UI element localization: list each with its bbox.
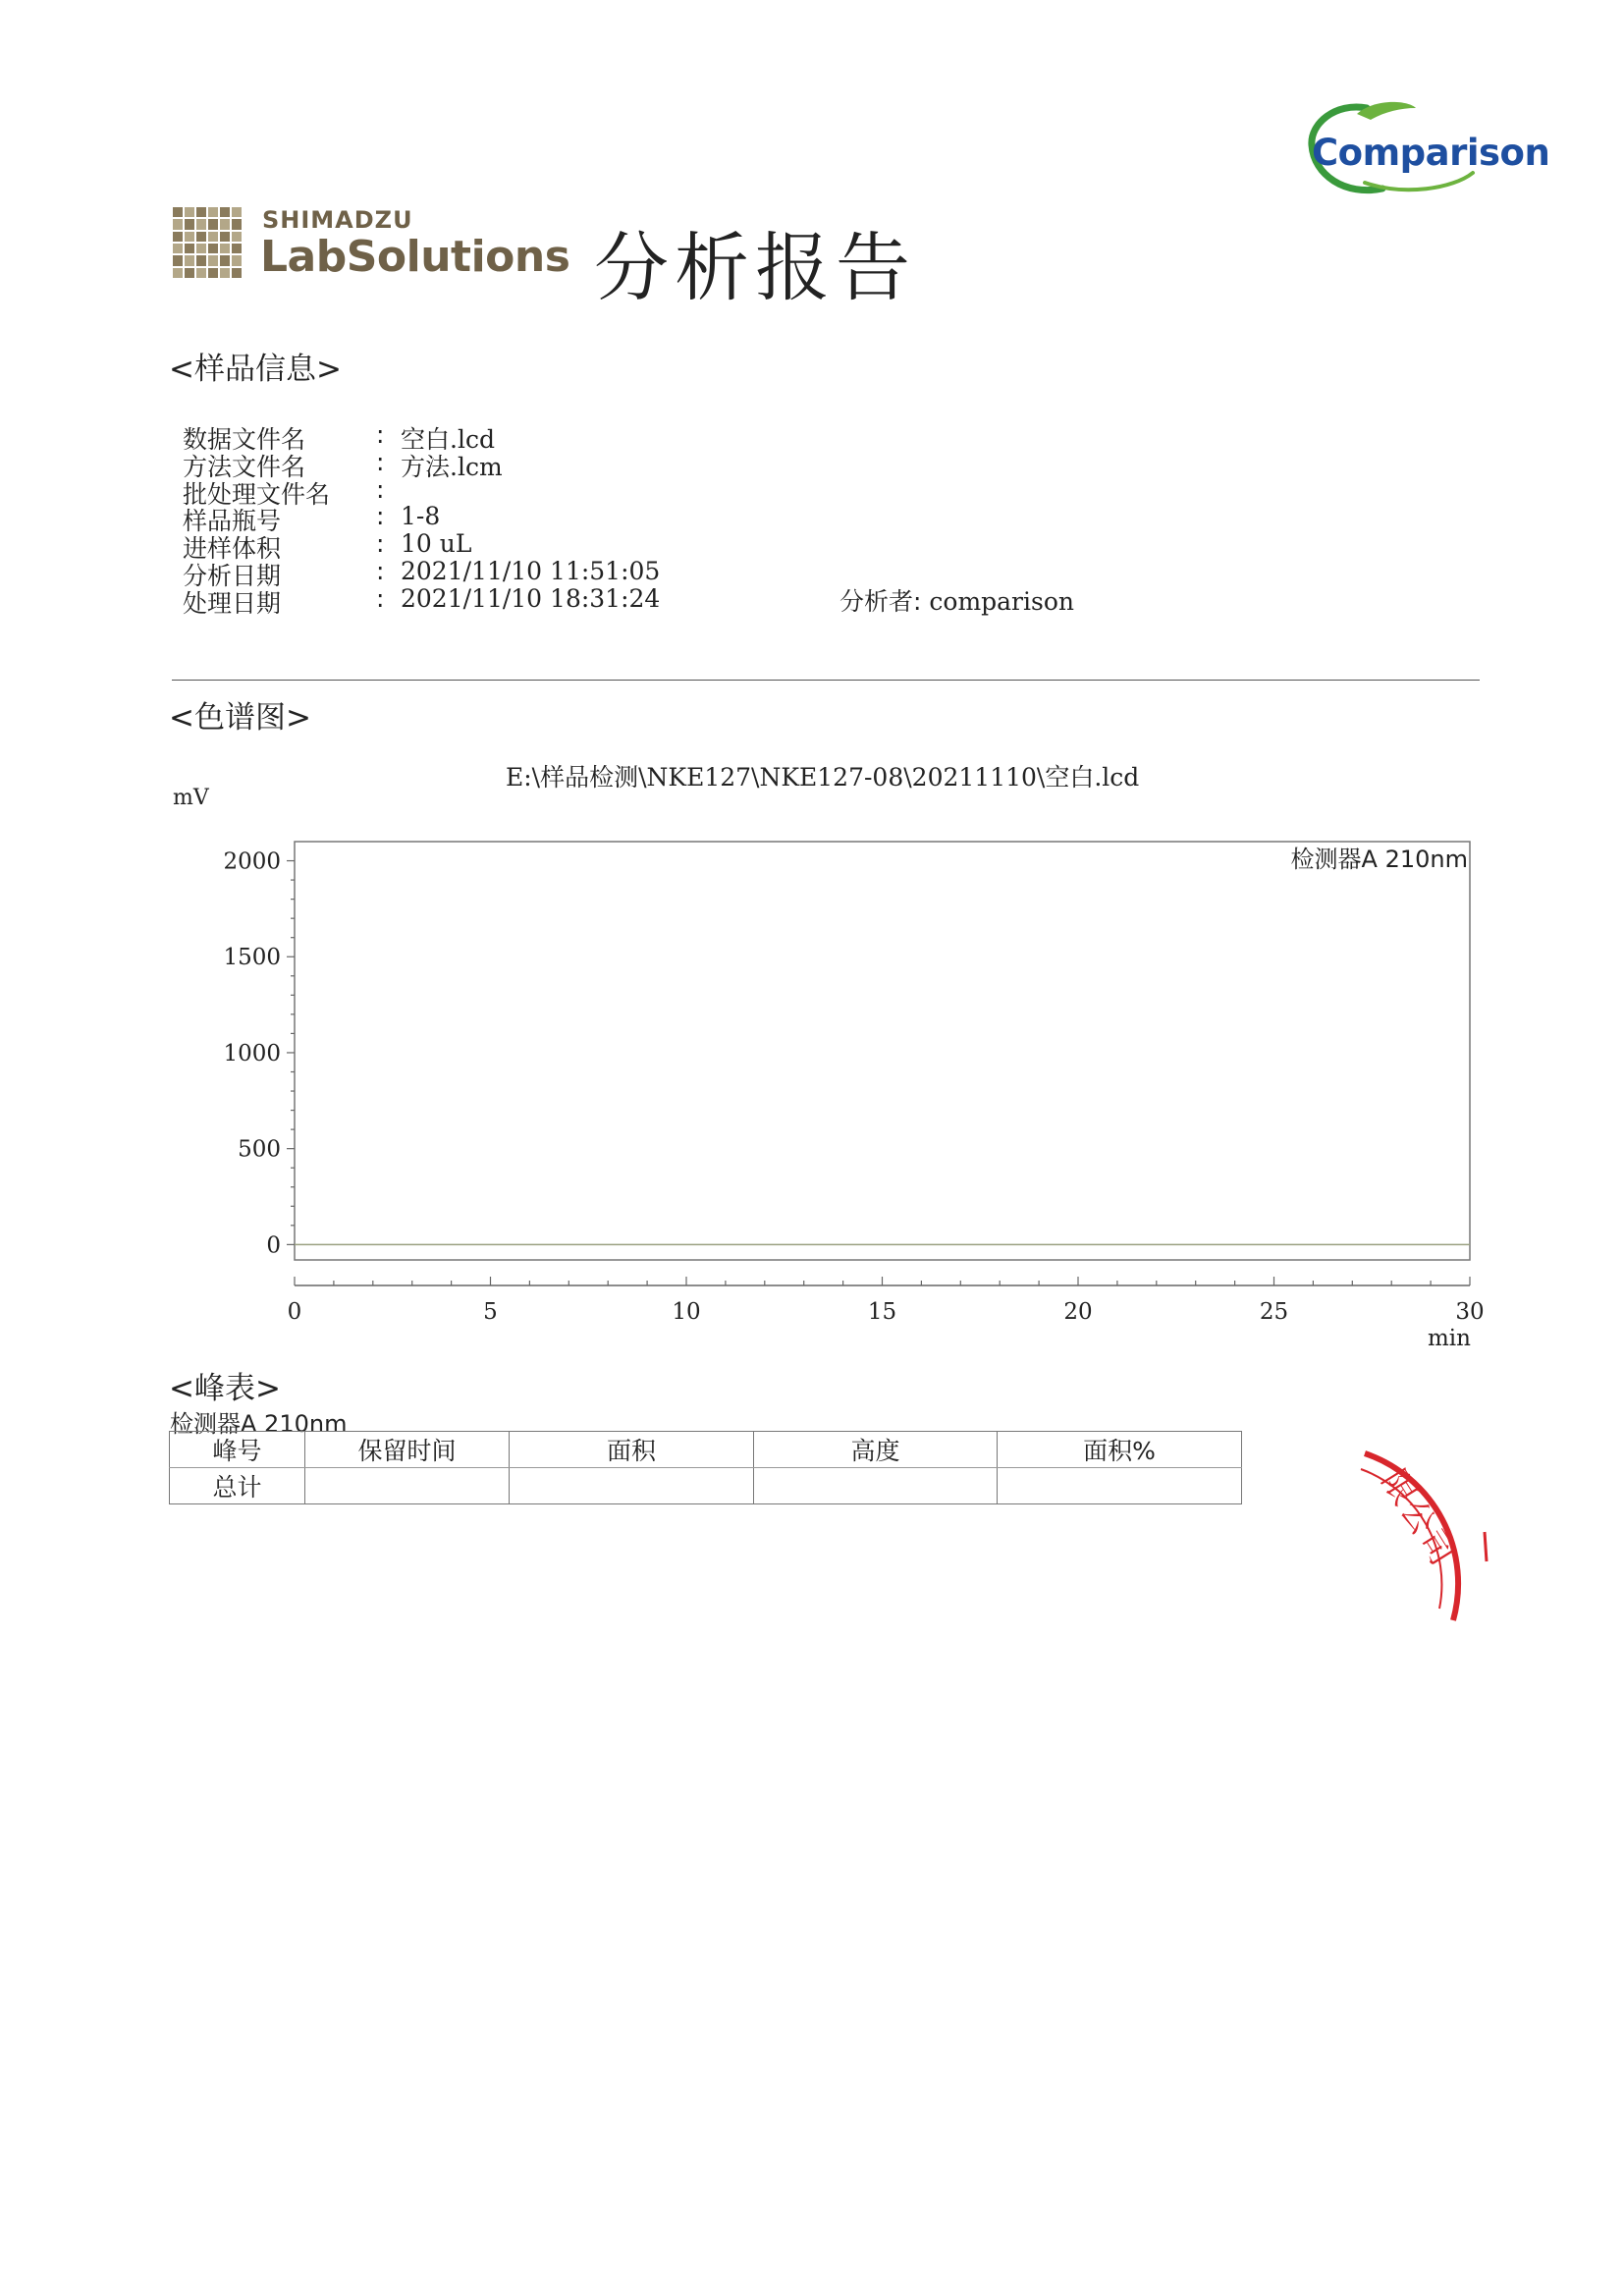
- info-label: 分析日期: [183, 562, 282, 590]
- info-label: 批处理文件名: [183, 479, 331, 509]
- analyst-label: 分析者:: [839, 587, 922, 616]
- chart-file-path: E:\样品检测\NKE127\NKE127-08\20211110\空白.lcd: [506, 763, 1140, 792]
- info-colon: :: [376, 557, 385, 585]
- legend-label: 检测器A 210nm: [1290, 846, 1468, 873]
- table-cell: [305, 1468, 510, 1504]
- chromatogram-heading: <色谱图>: [169, 700, 311, 736]
- y-tick-label: 2000: [223, 848, 281, 875]
- table-cell: [998, 1468, 1242, 1504]
- info-colon: :: [376, 447, 385, 476]
- info-value: 方法.lcm: [401, 452, 503, 481]
- info-colon: :: [376, 583, 385, 613]
- table-cell: [754, 1468, 998, 1504]
- y-tick-label: 0: [266, 1232, 281, 1259]
- info-colon: :: [376, 529, 385, 559]
- table-cell: [510, 1468, 754, 1504]
- x-tick-label: 10: [672, 1299, 701, 1325]
- info-value: 1-8: [401, 502, 441, 531]
- peak-table-heading: <峰表>: [169, 1371, 281, 1406]
- info-value: 10 uL: [401, 529, 472, 559]
- column-header: 峰号: [170, 1432, 305, 1468]
- peak-table-header: [170, 1432, 1242, 1468]
- x-tick-label: 15: [867, 1299, 897, 1325]
- plot-frame: [295, 842, 1470, 1260]
- y-axis-unit: mV: [173, 786, 209, 810]
- info-label: 进样体积: [183, 534, 282, 564]
- info-value: 2021/11/10 18:31:24: [401, 583, 661, 613]
- x-tick-label: 5: [483, 1299, 498, 1325]
- report-title: 分析报告: [594, 224, 916, 311]
- analyst-value: comparison: [929, 587, 1074, 616]
- peak-table: [169, 1431, 1242, 1504]
- info-colon: :: [376, 474, 385, 504]
- x-tick-label: 20: [1063, 1299, 1093, 1325]
- logo-text: Comparison: [1312, 132, 1550, 174]
- company-seal-stamp: [1355, 1434, 1512, 1640]
- column-header: 保留时间: [305, 1432, 510, 1468]
- info-value: 2021/11/10 11:51:05: [401, 557, 661, 585]
- info-label: 方法文件名: [183, 452, 306, 481]
- sample-info-heading: <样品信息>: [169, 352, 342, 387]
- y-tick-label: 500: [238, 1136, 281, 1163]
- x-axis-unit: min: [1428, 1326, 1471, 1351]
- brand-labsolutions: LabSolutions: [260, 232, 570, 282]
- info-colon: :: [376, 502, 385, 531]
- x-tick-label: 0: [287, 1299, 302, 1325]
- peak-table-detector: 检测器A 210nm: [170, 1410, 348, 1438]
- y-tick-label: 1500: [223, 945, 281, 971]
- x-tick-label: 30: [1455, 1299, 1485, 1325]
- x-tick-label: 25: [1259, 1299, 1289, 1325]
- column-header: 面积: [510, 1432, 754, 1468]
- table-row: [170, 1468, 1242, 1504]
- column-header: 面积%: [998, 1432, 1242, 1468]
- y-tick-label: 1000: [223, 1040, 281, 1066]
- stamp-text: 限公司: [1373, 1462, 1464, 1574]
- column-header: 高度: [754, 1432, 998, 1468]
- info-value: 空白.lcd: [401, 425, 495, 454]
- info-label: 数据文件名: [183, 425, 306, 454]
- brand-shimadzu: SHIMADZU: [262, 206, 413, 234]
- info-colon: :: [376, 420, 385, 449]
- info-label: 样品瓶号: [183, 507, 282, 536]
- info-label: 处理日期: [183, 588, 282, 618]
- table-cell: 总计: [170, 1468, 305, 1504]
